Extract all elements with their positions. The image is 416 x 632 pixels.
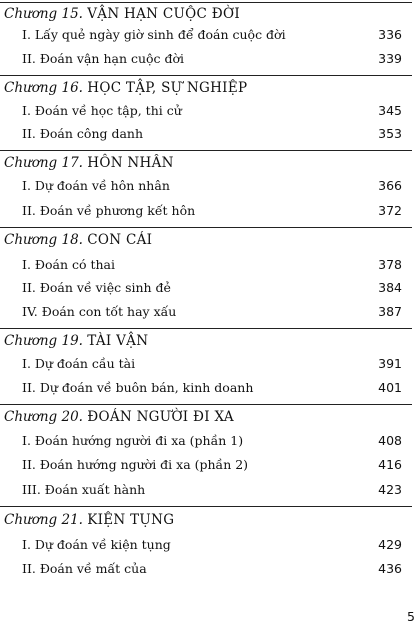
entry-page-number: 391 [378, 356, 402, 371]
chapter-number: Chương 20. [4, 409, 83, 425]
entry-title: I. Đoán hướng người đi xa (phần 1) [22, 433, 244, 448]
chapter-number: Chương 18. [4, 232, 83, 248]
chapter-divider [0, 328, 412, 329]
entry-title: III. Đoán xuất hành [22, 482, 146, 497]
entry-page-number: 416 [378, 457, 402, 472]
chapter-heading [4, 512, 174, 528]
chapter-number: Chương 17. [4, 155, 83, 171]
entry-page-number: 372 [378, 203, 402, 218]
entry-title: II. Đoán về việc sinh đẻ [22, 280, 171, 295]
chapter-number: Chương 15. [4, 6, 83, 22]
chapter-title: VẬN HẠN CUỘC ĐỜI [87, 6, 240, 22]
chapter-heading [4, 6, 240, 22]
entry-page-number: 423 [378, 482, 402, 497]
chapter-title: HỌC TẬP, SỰ NGHIỆP [87, 80, 248, 96]
chapter-title: CON CÁI [87, 232, 153, 248]
entry-page-number: 436 [378, 561, 402, 576]
entry-page-number: 384 [378, 280, 402, 295]
chapter-divider [0, 506, 412, 507]
chapter-title: TÀI VẬN [87, 333, 149, 349]
chapter-heading [4, 155, 174, 171]
entry-title: I. Dự đoán về hôn nhân [22, 178, 170, 193]
entry-title: II. Đoán về mất của [22, 561, 147, 576]
chapter-title: KIỆN TỤNG [87, 512, 175, 528]
entry-page-number: 387 [378, 304, 402, 319]
chapter-number: Chương 19. [4, 333, 83, 349]
entry-title: II. Dự đoán về buôn bán, kinh doanh [22, 380, 254, 395]
entry-title: IV. Đoán con tốt hay xấu [22, 304, 177, 319]
entry-title: II. Đoán về phương kết hôn [22, 203, 196, 218]
entry-page-number: 336 [378, 27, 402, 42]
entry-page-number: 401 [378, 380, 402, 395]
entry-page-number: 353 [378, 126, 402, 141]
entry-title: I. Dự đoán về kiện tụng [22, 537, 171, 552]
entry-title: I. Lấy quẻ ngày giờ sinh để đoán cuộc đời [22, 27, 286, 42]
entry-title: I. Đoán có thai [22, 257, 115, 272]
chapter-title: ĐOÁN NGƯỜI ĐI XA [87, 409, 234, 425]
page-number: 5 [407, 609, 415, 624]
entry-page-number: 378 [378, 257, 402, 272]
chapter-heading [4, 232, 152, 248]
entry-page-number: 429 [378, 537, 402, 552]
chapter-title: HÔN NHÂN [87, 155, 174, 171]
chapter-heading [4, 409, 234, 425]
chapter-divider [0, 75, 412, 76]
chapter-number: Chương 21. [4, 512, 83, 528]
entry-title: II. Đoán hướng người đi xa (phần 2) [22, 457, 249, 472]
chapter-heading [4, 80, 247, 96]
chapter-heading [4, 333, 148, 349]
entry-title: II. Đoán công danh [22, 126, 144, 141]
chapter-divider [0, 150, 412, 151]
chapter-divider [0, 227, 412, 228]
entry-title: I. Đoán về học tập, thi cử [22, 103, 182, 118]
entry-title: I. Dự đoán cầu tài [22, 356, 136, 371]
entry-page-number: 366 [378, 178, 402, 193]
entry-page-number: 408 [378, 433, 402, 448]
chapter-divider [0, 404, 412, 405]
entry-page-number: 339 [378, 51, 402, 66]
entry-page-number: 345 [378, 103, 402, 118]
chapter-divider [0, 2, 412, 3]
chapter-number: Chương 16. [4, 80, 83, 96]
entry-title: II. Đoán vận hạn cuộc đời [22, 51, 185, 66]
